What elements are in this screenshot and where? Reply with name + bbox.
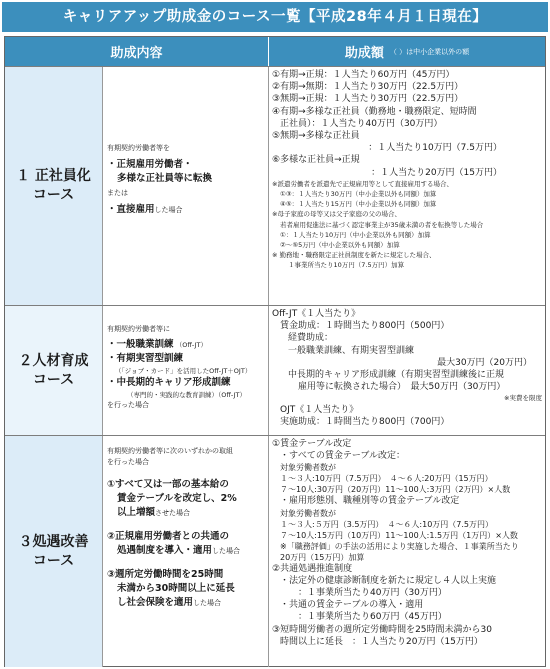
content-item: ・正規雇用労働者・ [107,159,193,170]
amount-line: ①有期→正規：１人当たり60万円（45万円） [272,70,455,80]
header-amount-note: （ ）は中小企業以外の額 [389,47,470,56]
content-note: （Off-JT） [175,341,207,349]
content-item: 処遇制度を導入・適用 [117,545,213,556]
amount-line: 正社員）：１人当たり40万円（30万円） [280,118,443,129]
content-item: ・有期実習型訓練 [107,353,184,364]
course-name-line: ２人材育成 [18,352,89,369]
amount-line: 時間以上に延長 ：１人当たり20万円（15万円） [280,636,483,647]
amount-line: ②共通処遇推進制度 [272,563,353,574]
content-text: した場合 [154,206,183,214]
content-text: した場合 [212,547,241,555]
content-item: し社会保険を適用 [117,597,194,608]
amount-note: ※ 勤務地・職務限定正社員制度を新たに規定した場合、 [272,251,436,260]
course-table [4,36,546,667]
course-name-line: ３処遇改善 [18,533,89,550]
amount-line: 対象労働者数が [280,463,336,473]
amount-line: ③短時間労働者の週所定労働時間を25時間未満から30 [272,624,492,635]
amount-note: 若者雇用促進法に基づく認定事業主が35歳未満の者を転換等した場合 [280,220,484,229]
course-name-line: コース [32,371,75,388]
course-row-regular [5,66,545,305]
content-text: を行った場合 [107,458,149,466]
page-title: キャリアアップ助成金のコース一覧【平成28年４月１日現在】 [2,2,548,32]
amount-note: 20万円（15万円）加算 [280,552,365,562]
amount-note: ※実費を限度 [504,394,542,403]
amount-line: ７～10人:15万円（10万円）11～100人:1.5万円（1万円）×人数 [280,530,518,540]
amount-line: ・共通の賃金テーブルの導入・適用 [280,600,424,611]
course-row-treatment [5,435,545,667]
course-content [103,436,269,667]
content-item: ・中長期的キャリア形成訓練 [107,377,231,389]
amount-line: 対象労働者数が [280,508,336,518]
amount-line: ：１事業所当たり60万円（45万円） [298,612,447,623]
course-name [5,436,103,667]
content-item: 多様な正社員等に転換 [117,173,213,184]
content-item: 賃金テーブルを改定し、2% [117,493,237,504]
amount-line: １～３人:５万円（3.5万円） ４～６人:10万円（7.5万円） [280,519,494,529]
amount-line: 経費助成： [288,333,334,344]
amount-line: ①賃金テーブル改定 [272,439,352,449]
amount-line: ・すべての賃金テーブル改定： [280,451,406,462]
course-name [5,67,103,305]
course-name [5,306,103,435]
amount-line: ・雇用形態別、職種別等の賃金テーブル改定 [280,496,460,507]
content-text: を行った場合 [107,401,149,410]
amount-line: ：１人当たり10万円（7.5万円） [368,143,502,154]
course-name-line: コース [32,552,75,569]
content-text: 有期契約労働者等を [107,144,170,152]
content-note: （「ジョブ・カード」を活用したOff-JT＋OJT） [115,367,252,375]
amount-line: 雇用等に転換された場合） 最大50万円（30万円） [298,382,506,393]
amount-note: ※「職務評価」の手法の活用により実施した場合、１事業所当たり [280,541,519,551]
content-item: 未満から30時間以上に延長 [117,583,235,594]
amount-line: Off-JT《１人当たり》 [272,309,361,319]
amount-note: ①③：１人当たり30万円（中小企業以外も同額）加算 [280,190,437,199]
amount-line: ⑥多様な正社員→正規 [272,155,360,166]
amount-note: ①：１人当たり10万円（中小企業以外も同額）加算 [280,230,431,239]
content-item: ・一般職業訓練 [107,339,174,350]
amount-line: ④有期→多様な正社員（勤務地・職務限定、短時間 [272,106,477,117]
amount-line: ③無期→正規：１人当たり30万円（22.5万円） [272,94,464,105]
amount-line: ⑤無期→多様な正社員 [272,131,360,142]
course-name-line: １ 正社員化 [16,168,91,184]
amount-note: ④⑤：１人当たり15万円（中小企業以外も同額）加算 [280,200,437,209]
amount-note: １事業所当たり10万円（7.5万円）加算 [288,261,405,270]
amount-line: １～３人:10万円（7.5万円） ４～６人:20万円（15万円） [280,474,493,484]
content-item: ③週所定労働時間を25時間 [107,569,224,580]
header-amount [269,37,545,66]
amount-note: ※母子家庭の母等又は父子家庭の父の場合、 [272,210,401,219]
content-note: （専門的・実践的な教育訓練）（Off-JT） [127,391,246,400]
amount-line: ：１人当たり20万円（15万円） [371,167,502,178]
amount-line: ②有期→無期：１人当たり30万円（22.5万円） [272,82,464,93]
amount-line: ：１事業所当たり40万円（30万円） [298,588,447,599]
content-text: させた場合 [155,509,191,517]
amount-note: ②～⑤5万円（中小企業以外も同額）加算 [280,241,400,250]
content-text: 有期契約労働者等に次のいずれかの取組 [107,447,233,455]
content-text: 有期契約労働者等に [107,325,170,333]
course-name-line: コース [32,187,75,203]
content-item: ・直接雇用 [107,204,155,215]
content-text: または [107,189,128,197]
amount-line: OJT《１人当たり》 [280,404,359,415]
amount-line: ７～10人:30万円（20万円）11～100人:3万円（2万円）×人数 [280,485,511,495]
amount-line: 最大30万円（20万円） [437,357,532,368]
amount-line: 賃金助成：１時間当たり800円（500円） [280,321,450,332]
content-item: 以上増額 [117,507,156,518]
header-content: 助成内容 [5,37,269,66]
course-amount [269,306,545,435]
content-item: ①すべて又は一部の基本給の [107,479,229,490]
course-content [103,67,269,305]
content-text: した場合 [193,599,222,607]
amount-line: 中長期的キャリア形成訓練（有期実習型訓練後に正規 [288,370,505,381]
course-content [103,306,269,435]
course-row-training [5,305,545,435]
content-item: ②正規雇用労働者との共通の [107,531,230,542]
amount-note: ※派遣労働者を派遣先で正規雇用等として直接雇用する場合、 [272,179,453,188]
amount-line: 実施助成：１時間当たり800円（700円） [280,416,450,427]
course-amount [269,67,545,305]
course-amount [269,436,545,667]
amount-line: 一般職業訓練、有期実習型訓練 [288,345,415,356]
amount-line: ・法定外の健康診断制度を新たに規定し４人以上実施 [280,575,497,586]
header-amount-label: 助成額 [344,46,384,61]
